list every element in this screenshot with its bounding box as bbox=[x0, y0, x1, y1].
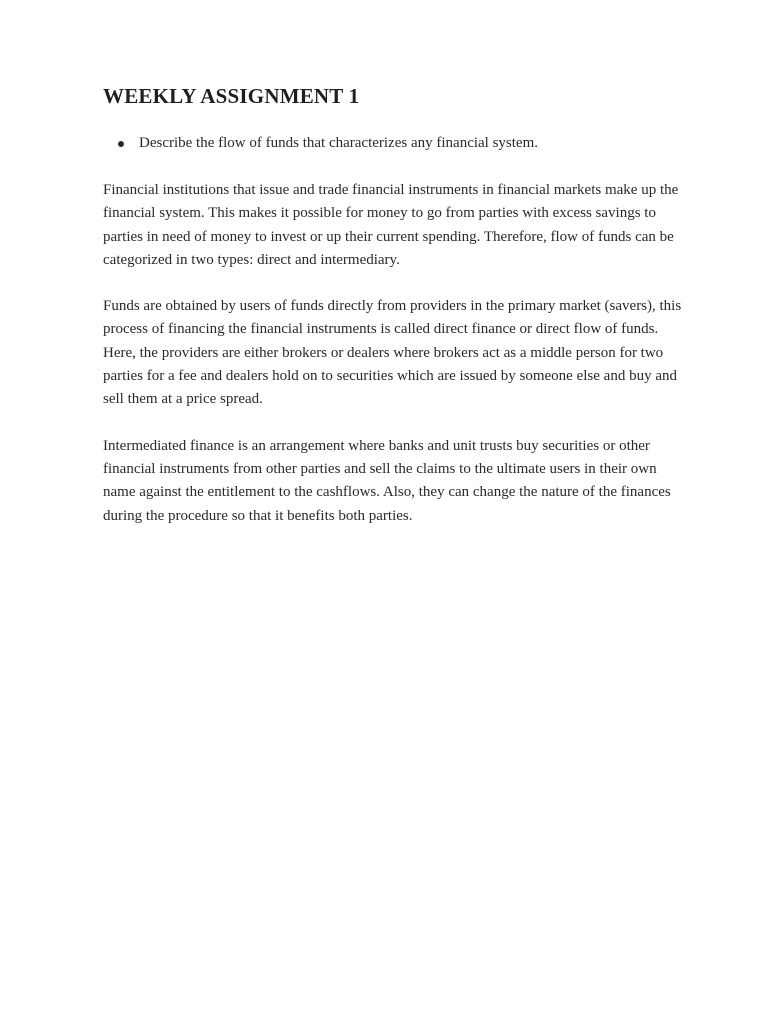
question-item bbox=[103, 132, 683, 155]
document-title: WEEKLY ASSIGNMENT 1 bbox=[103, 84, 360, 108]
question-text: Describe the flow of funds that characterizes any financial system. bbox=[139, 135, 539, 151]
paragraph-intermediated-finance: Intermediated finance is an arrangement where banks and unit trusts buy securities or other financial instruments from other parties and sell the claims to the ultimate users in their own name against the entitlement to the cashflows. Also, they can change the nature of the finances during the procedure so that it benefits both parties. bbox=[103, 437, 671, 524]
paragraph-direct-finance: Funds are obtained by users of funds directly from providers in the primary market (savers), this process of financing the financial instruments is called direct finance or direct flow of funds. Here, the providers are either brokers or dealers where brokers act as a middle person for two parties for a fee and dealers hold on to securities which are issued by someone else and buy and sell them at a price spread. bbox=[103, 298, 682, 408]
question-list bbox=[103, 132, 683, 155]
bullet-icon bbox=[118, 141, 124, 147]
document-page bbox=[103, 84, 683, 551]
paragraph-financial-system: Financial institutions that issue and trade financial instruments in financial markets make up the financial system. This makes it possible for money to go from parties with excess savings to parties in need of money to invest or up their current spending. Therefore, flow of funds can be categorized in two types: direct and intermediary. bbox=[103, 182, 679, 268]
